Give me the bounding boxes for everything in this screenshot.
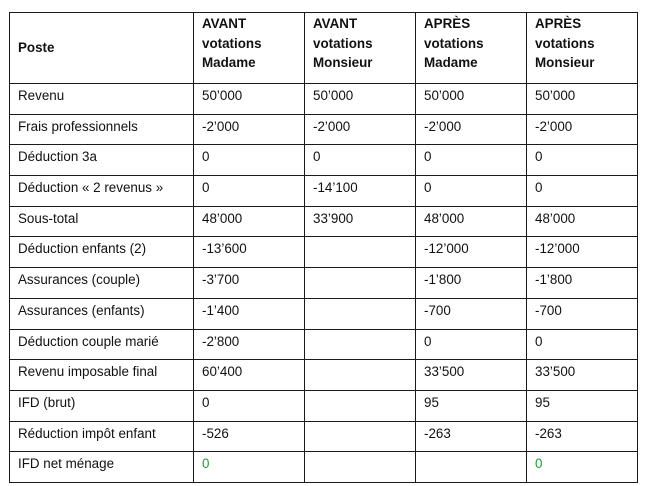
cell-avant-monsieur xyxy=(305,421,416,452)
table-row xyxy=(10,237,638,268)
cell-apres-monsieur: 0 xyxy=(527,176,638,207)
cell-avant-madame: -2’800 xyxy=(194,329,305,360)
cell-avant-madame: -2’000 xyxy=(194,114,305,145)
row-label: Assurances (enfants) xyxy=(10,298,194,329)
header-apres-madame: APRÈS votations Madame xyxy=(416,13,527,84)
cell-apres-madame: 0 xyxy=(416,145,527,176)
cell-apres-madame: -700 xyxy=(416,298,527,329)
cell-avant-monsieur: 50’000 xyxy=(305,84,416,115)
cell-apres-monsieur: 48’000 xyxy=(527,206,638,237)
table-row xyxy=(10,360,638,391)
header-row xyxy=(10,13,638,84)
table-row xyxy=(10,298,638,329)
row-label: Revenu imposable final xyxy=(10,360,194,391)
table-row xyxy=(10,329,638,360)
table-row xyxy=(10,452,638,483)
cell-avant-monsieur: -14’100 xyxy=(305,176,416,207)
cell-apres-madame: -263 xyxy=(416,421,527,452)
table-row xyxy=(10,421,638,452)
row-label: Déduction enfants (2) xyxy=(10,237,194,268)
cell-apres-monsieur: 0 xyxy=(527,329,638,360)
cell-apres-monsieur: 50’000 xyxy=(527,84,638,115)
cell-avant-madame: -3’700 xyxy=(194,268,305,299)
table-row xyxy=(10,114,638,145)
cell-apres-madame: 0 xyxy=(416,329,527,360)
row-label: Revenu xyxy=(10,84,194,115)
cell-apres-monsieur: -263 xyxy=(527,421,638,452)
cell-apres-monsieur: 0 xyxy=(527,145,638,176)
cell-avant-madame: -526 xyxy=(194,421,305,452)
cell-apres-madame: -12’000 xyxy=(416,237,527,268)
cell-avant-monsieur xyxy=(305,360,416,391)
header-apres-monsieur: APRÈS votations Monsieur xyxy=(527,13,638,84)
table-row xyxy=(10,268,638,299)
header-avant-madame: AVANT votations Madame xyxy=(194,13,305,84)
table-row xyxy=(10,390,638,421)
row-label: IFD (brut) xyxy=(10,390,194,421)
cell-apres-monsieur: -1’800 xyxy=(527,268,638,299)
row-label: Assurances (couple) xyxy=(10,268,194,299)
cell-avant-madame: 0 xyxy=(194,390,305,421)
cell-avant-monsieur: 33’900 xyxy=(305,206,416,237)
cell-avant-madame: 0 xyxy=(194,176,305,207)
cell-apres-monsieur: -2’000 xyxy=(527,114,638,145)
cell-apres-madame: 0 xyxy=(416,176,527,207)
tax-comparison-table xyxy=(9,12,638,483)
cell-apres-madame: -1’800 xyxy=(416,268,527,299)
cell-avant-monsieur xyxy=(305,268,416,299)
cell-apres-monsieur: 0 xyxy=(527,452,638,483)
cell-avant-monsieur xyxy=(305,390,416,421)
cell-avant-madame: 0 xyxy=(194,145,305,176)
cell-apres-monsieur: -12’000 xyxy=(527,237,638,268)
table-row xyxy=(10,84,638,115)
row-label: Déduction couple marié xyxy=(10,329,194,360)
cell-avant-madame: -1’400 xyxy=(194,298,305,329)
cell-avant-monsieur xyxy=(305,452,416,483)
cell-avant-monsieur xyxy=(305,298,416,329)
row-label: IFD net ménage xyxy=(10,452,194,483)
row-label: Sous-total xyxy=(10,206,194,237)
cell-avant-madame: 60’400 xyxy=(194,360,305,391)
cell-avant-madame: 48’000 xyxy=(194,206,305,237)
cell-apres-madame: -2’000 xyxy=(416,114,527,145)
cell-apres-madame xyxy=(416,452,527,483)
cell-avant-monsieur: 0 xyxy=(305,145,416,176)
cell-apres-madame: 48’000 xyxy=(416,206,527,237)
cell-apres-madame: 33’500 xyxy=(416,360,527,391)
row-label: Déduction 3a xyxy=(10,145,194,176)
cell-apres-monsieur: 95 xyxy=(527,390,638,421)
cell-apres-monsieur: -700 xyxy=(527,298,638,329)
cell-apres-madame: 50’000 xyxy=(416,84,527,115)
row-label: Déduction « 2 revenus » xyxy=(10,176,194,207)
row-label: Réduction impôt enfant xyxy=(10,421,194,452)
header-poste: Poste xyxy=(10,13,194,84)
cell-apres-madame: 95 xyxy=(416,390,527,421)
table-row xyxy=(10,206,638,237)
row-label: Frais professionnels xyxy=(10,114,194,145)
cell-avant-madame: 0 xyxy=(194,452,305,483)
table-row xyxy=(10,145,638,176)
cell-apres-monsieur: 33’500 xyxy=(527,360,638,391)
header-avant-monsieur: AVANT votations Monsieur xyxy=(305,13,416,84)
cell-avant-madame: -13’600 xyxy=(194,237,305,268)
cell-avant-monsieur xyxy=(305,329,416,360)
table-row xyxy=(10,176,638,207)
cell-avant-monsieur: -2’000 xyxy=(305,114,416,145)
cell-avant-madame: 50’000 xyxy=(194,84,305,115)
cell-avant-monsieur xyxy=(305,237,416,268)
